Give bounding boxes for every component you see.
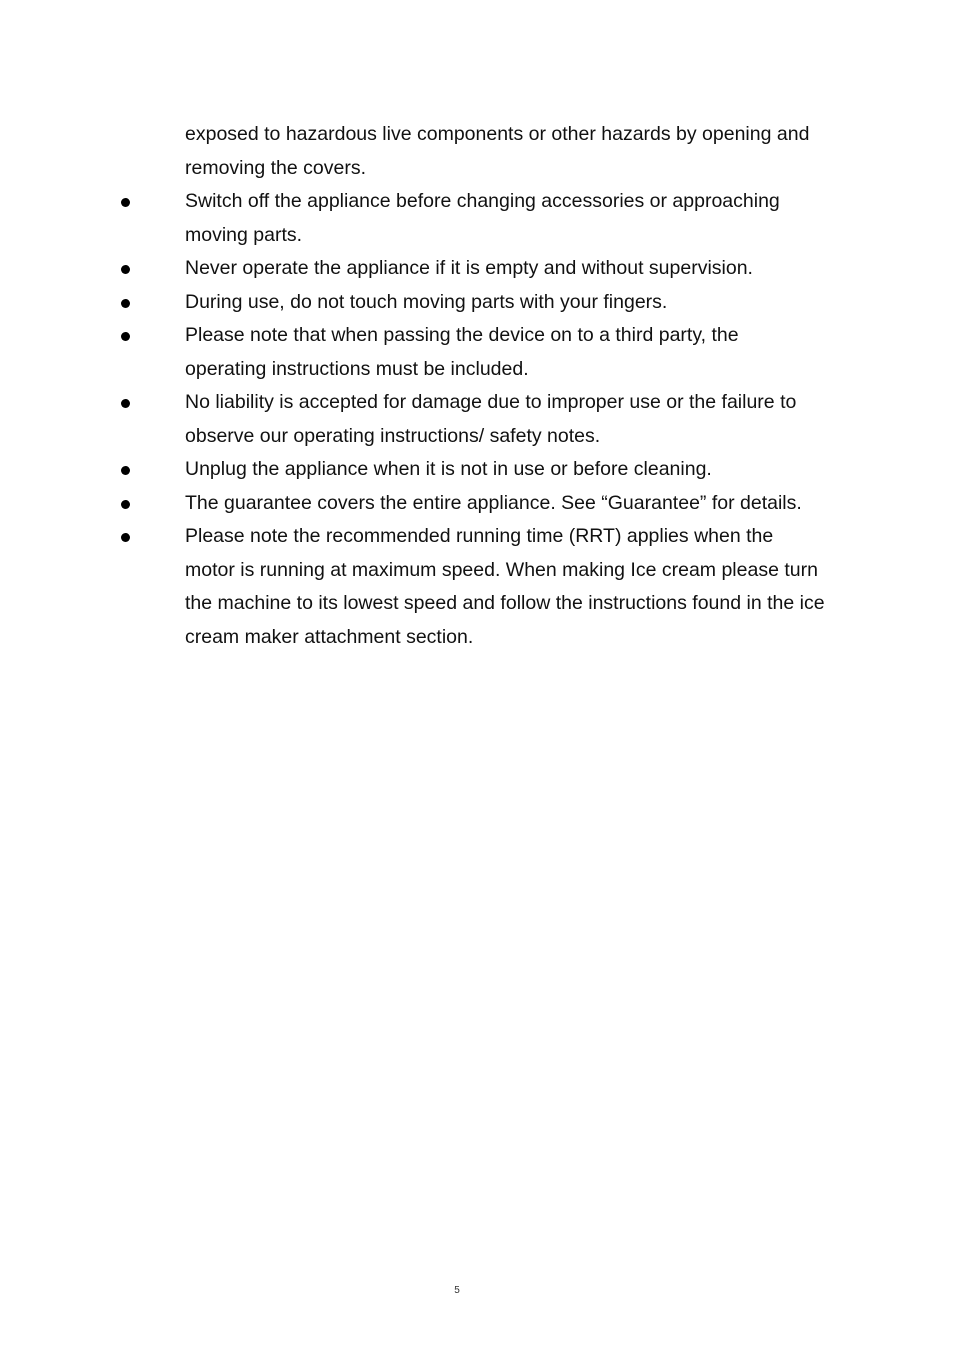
continuation-paragraph: exposed to hazardous live components or other hazards by opening and removing the covers. xyxy=(185,123,810,179)
bullet-text: The guarantee covers the entire appliance. See “Guarantee” for details. xyxy=(185,491,802,514)
bullet-item-moving-parts xyxy=(0,286,825,320)
bullet-item-running-time xyxy=(0,520,825,654)
bullet-icon xyxy=(121,500,130,509)
bullet-item-guarantee xyxy=(0,487,825,521)
bullet-icon xyxy=(121,332,130,341)
bullet-item-never-empty xyxy=(0,252,825,286)
bullet-icon xyxy=(121,265,130,274)
bullet-icon xyxy=(121,466,130,475)
page-number: 5 xyxy=(454,1285,460,1296)
bullet-item-unplug xyxy=(0,453,825,487)
bullet-text: During use, do not touch moving parts with your fingers. xyxy=(185,290,668,313)
bullet-item-liability xyxy=(0,386,825,453)
bullet-icon xyxy=(121,198,130,207)
bullet-text: Please note the recommended running time (RRT) applies when the motor is running at maximum speed. When making Ice cream please turn the machine to its lowest speed and follow the instructions found in the ice cream maker attachment section. xyxy=(185,525,825,648)
bullet-text: Unplug the appliance when it is not in use or before cleaning. xyxy=(185,458,712,480)
bullet-icon xyxy=(121,399,130,408)
bullet-icon xyxy=(121,299,130,308)
bullet-icon xyxy=(121,533,130,542)
bullet-text: Never operate the appliance if it is empty and without supervision. xyxy=(185,257,753,279)
bullet-text: Switch off the appliance before changing accessories or approaching moving parts. xyxy=(185,190,780,246)
bullet-text: No liability is accepted for damage due to improper use or the failure to observe our operating instructions/ safety notes. xyxy=(185,391,797,447)
safety-notes-section xyxy=(0,118,954,654)
bullet-item-third-party xyxy=(0,319,825,386)
bullet-item-switch-off xyxy=(0,185,825,252)
bullet-text: Please note that when passing the device on to a third party, the operating instructions must be included. xyxy=(185,324,739,380)
